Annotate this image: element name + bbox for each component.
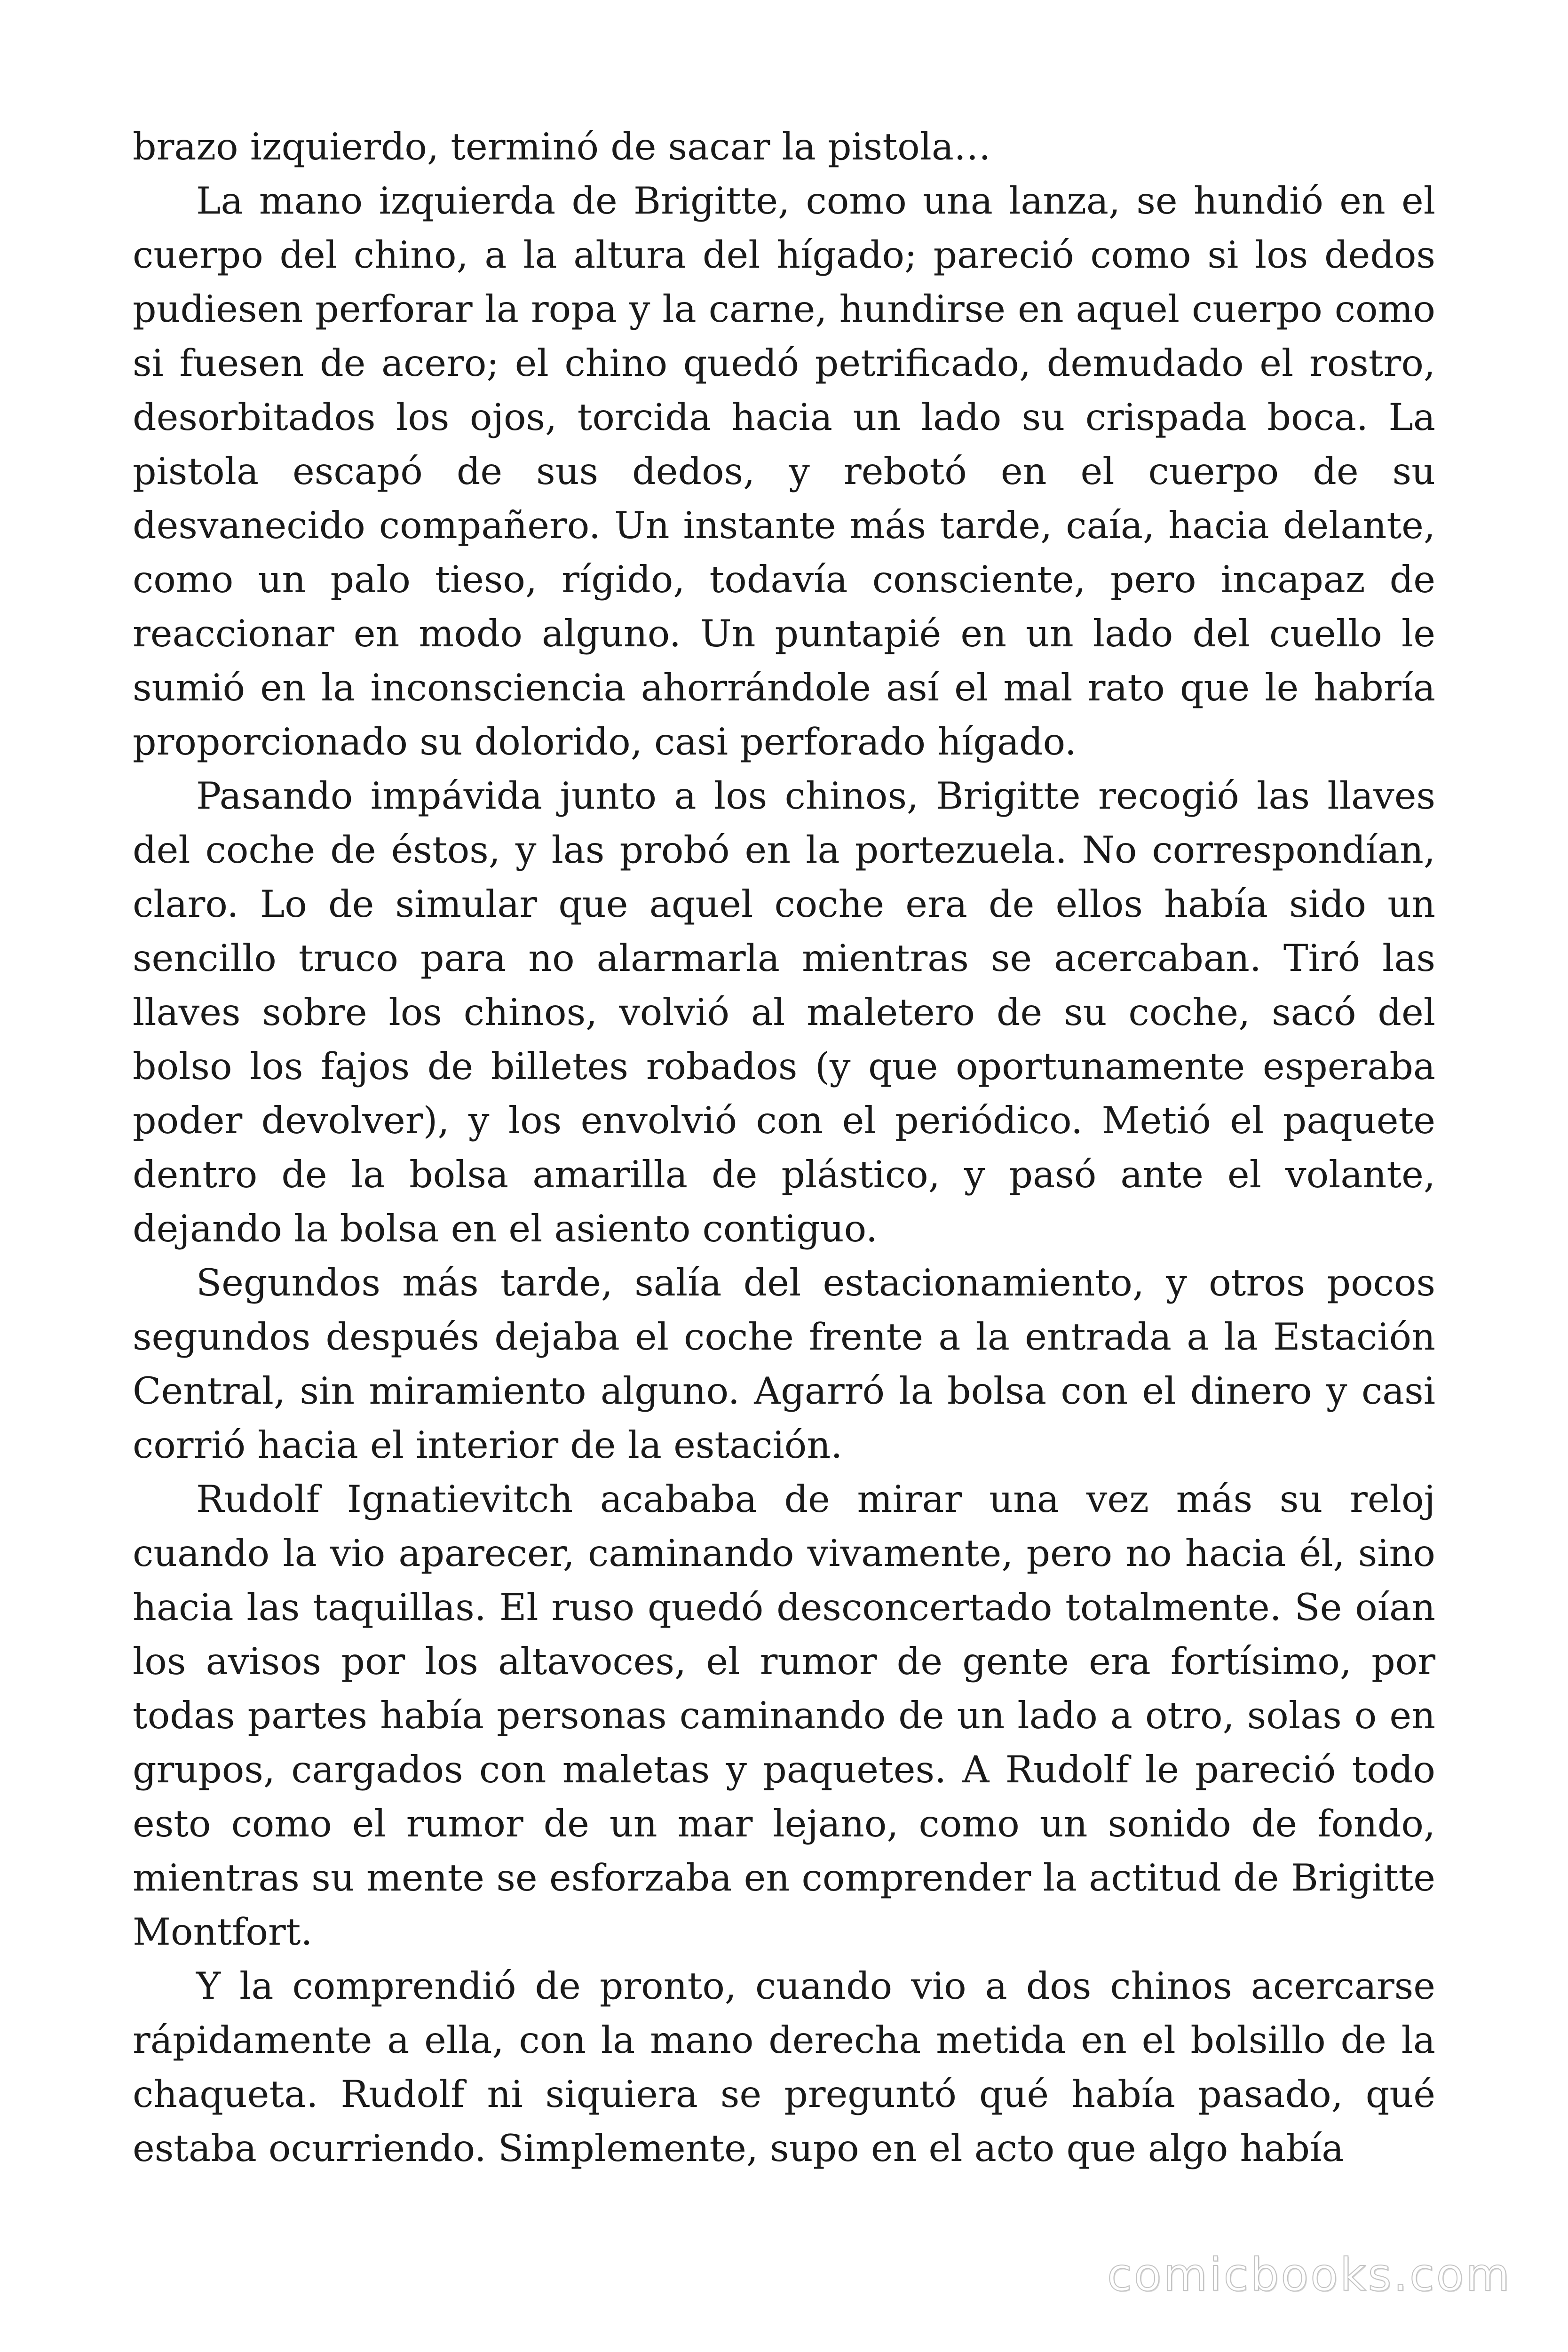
body-text [133, 120, 1435, 2176]
watermark: comicbooks.com [1107, 2249, 1512, 2301]
paragraph: Rudolf Ignatievitch acababa de mirar una vez más su reloj cuando la vio aparecer, caminando vivamente, pero no hacia él, sino hacia las taquillas. El ruso quedó desconcertado totalmente. Se oían los avisos por los altavoces, el rumor de gente era fortísimo, por todas partes había personas caminando de un lado a otro, solas o en grupos, cargados con maletas y paquetes. A Rudolf le pareció todo esto como el rumor de un mar lejano, como un sonido de fondo, mientras su mente se esforzaba en comprender la actitud de Brigitte Montfort. [133, 1478, 1435, 1954]
paragraph: Y la comprendió de pronto, cuando vio a dos chinos acercarse rápidamente a ella, con la mano derecha metida en el bolsillo de la chaqueta. Rudolf ni siquiera se preguntó qué había pasado, qué estaba ocurriendo. Simplemente, supo en el acto que algo había [133, 1964, 1435, 2170]
paragraph: La mano izquierda de Brigitte, como una lanza, se hundió en el cuerpo del chino, a la altura del hígado; pareció como si los dedos pudiesen perforar la ropa y la carne, hundirse en aquel cuerpo como si fuesen de acero; el chino quedó petrificado, demudado el rostro, desorbitados los ojos, torcida hacia un lado su crispada boca. La pistola escapó de sus dedos, y rebotó en el cuerpo de su desvanecido compañero. Un instante más tarde, caía, hacia delante, como un palo tieso, rígido, todavía consciente, pero incapaz de reaccionar en modo alguno. Un puntapié en un lado del cuello le sumió en la inconsciencia ahorrándole así el mal rato que le habría proporcionado su dolorido, casi perforado hígado. [133, 179, 1435, 763]
paragraph: brazo izquierdo, terminó de sacar la pistola… [133, 125, 991, 168]
paragraph: Segundos más tarde, salía del estacionamiento, y otros pocos segundos después dejaba el coche frente a la entrada a la Estación Central, sin miramiento alguno. Agarró la bolsa con el dinero y casi corrió hacia el interior de la estación. [133, 1261, 1435, 1467]
paragraph: Pasando impávida junto a los chinos, Brigitte recogió las llaves del coche de éstos, y las probó en la portezuela. No correspondían, claro. Lo de simular que aquel coche era de ellos había sido un sencillo truco para no alarmarla mientras se acercaban. Tiró las llaves sobre los chinos, volvió al maletero de su coche, sacó del bolso los fajos de billetes robados (y que oportunamente esperaba poder devolver), y los envolvió con el periódico. Metió el paquete dentro de la bolsa amarilla de plástico, y pasó ante el volante, dejando la bolsa en el asiento contiguo. [133, 774, 1435, 1250]
